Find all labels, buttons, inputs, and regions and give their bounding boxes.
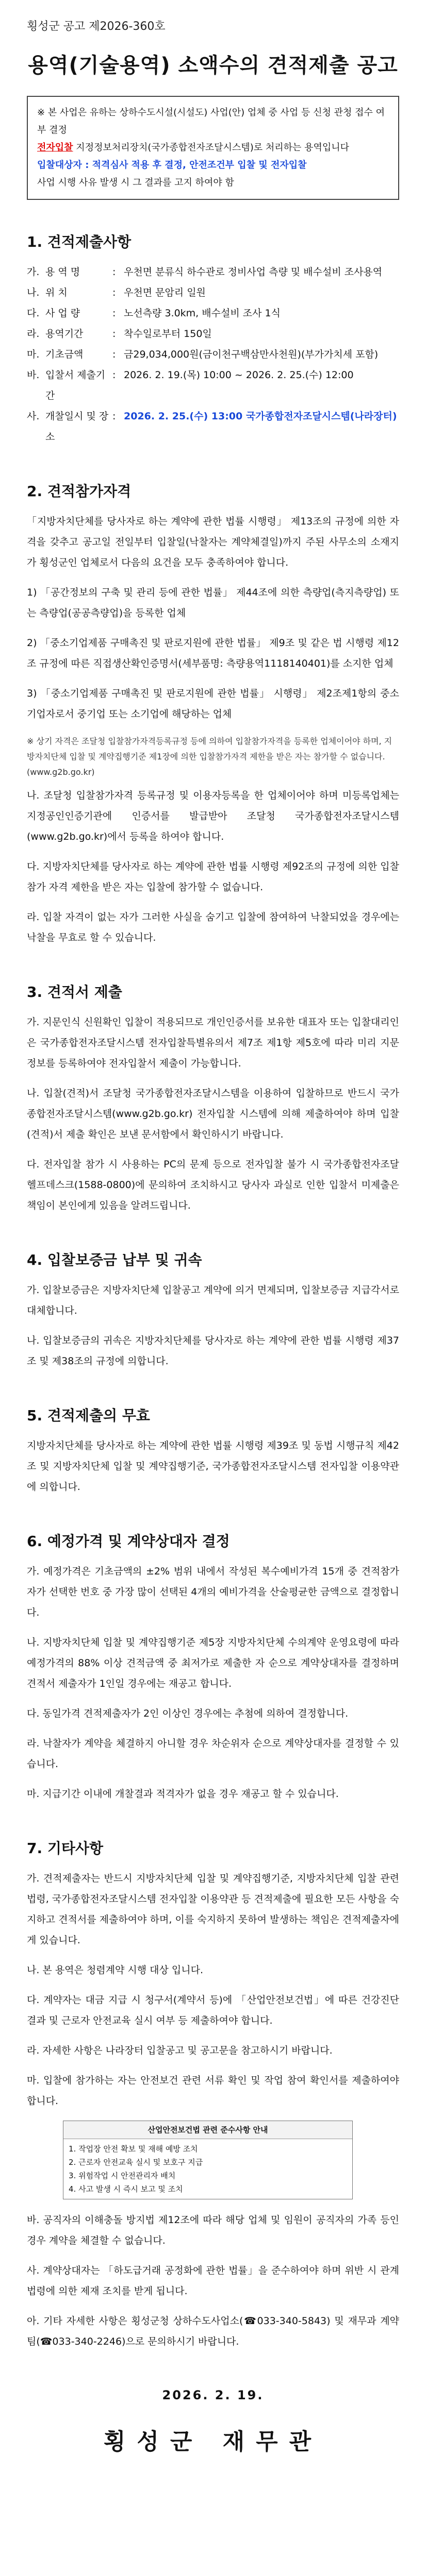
section-price-decision [27,1530,399,1804]
paragraph: 「지방자치단체를 당사자로 하는 계약에 관한 법률 시행령」 제13조의 규정에 의한 자격을 갖추고 공고일 전일부터 입찰일(낙찰자는 계약체결일)까지 주된 사무소의 소재지가 횡성군인 업체로서 다음의 요건을 모두 충족하여야 합니다. [27,516,399,568]
paragraph: 다. 동일가격 견적제출자가 2인 이상인 경우에는 추첨에 의하여 결정합니다. [27,1708,349,1719]
paragraph: 바. 공직자의 이해충돌 방지법 제12조에 따라 해당 업체 및 임원이 공직자의 가족 등인 경우 계약을 체결할 수 없습니다. [27,2214,399,2246]
info-row: 사. 개찰일시 및 장소 : 2026. 2. 25.(수) 13:00 국가종합전자조달시스템(나라장터) [27,411,397,443]
section-misc [27,1837,399,2352]
paragraph: 2) 「중소기업제품 구매촉진 및 판로지원에 관한 법률」 제9조 및 같은 법 시행령 제12조 규정에 따른 직접생산확인증명서(세부품명: 측량용역1118140401)를 소지한 업체 [27,637,399,669]
info-row: 가. 용 역 명 : 우천면 분류식 하수관로 정비사업 측량 및 배수설비 조사용역 [27,266,383,278]
summary-line-4: 사업 시행 사유 발생 시 그 결과를 고지 하여야 함 [37,177,234,188]
section-heading: 5. 견적제출의 무효 [27,1407,150,1424]
paragraph: 가. 예정가격은 기초금액의 ±2% 범위 내에서 작성된 복수예비가격 15개 중 견적참가자가 선택한 번호 중 가장 많이 선택된 4개의 예비가격을 산술평균한 금액으로 결정합니다. [27,1566,399,1618]
paragraph: 나. 본 용역은 청렴계약 시행 대상 입니다. [27,1964,203,1976]
section-heading: 4. 입찰보증금 납부 및 귀속 [27,1251,202,1268]
paragraph: 나. 조달청 입찰참가자격 등록규정 및 이용자등록을 한 업체이어야 하며 미등록업체는 지정공인인증기관에 인증서를 발급받아 조달청 국가종합전자조달시스템(www.g2b.go.kr)에서 등록을 하여야 합니다. [27,790,399,842]
paragraph: 나. 입찰보증금의 귀속은 지방자치단체를 당사자로 하는 계약에 관한 법률 시행령 제37조 및 제38조의 규정에 의합니다. [27,1335,399,1367]
section-heading: 7. 기타사항 [27,1840,104,1857]
section-heading: 3. 견적서 제출 [27,984,122,1001]
footnote: ※ 상기 자격은 조달청 입찰참가자격등록규정 등에 의하여 입찰참가자격을 등록한 업체이어야 하며, 지방자치단체 입찰 및 계약집행기준 제1장에 의한 입찰참가자격 제한을 받은 자는 참가할 수 없습니다. (www.g2b.go.kr) [27,736,392,777]
paragraph: 라. 낙찰자가 계약을 체결하지 아니할 경우 차순위자 순으로 계약상대자를 결정할 수 있습니다. [27,1738,399,1770]
info-row: 다. 사 업 량 : 노선측량 3.0km, 배수설비 조사 1식 [27,308,281,319]
paragraph: 가. 지문인식 신원확인 입찰이 적용되므로 개인인증서를 보유한 대표자 또는 입찰대리인은 국가종합전자조달시스템 전자입찰특별유의서 제7조 제1항 제5호에 따라 미리 지문정보를 등록하여야 전자입찰서 제출이 가능합니다. [27,1016,399,1069]
info-row: 라. 용역기간 : 착수일로부터 150일 [27,328,212,340]
paragraph: 나. 지방자치단체 입찰 및 계약집행기준 제5장 지방자치단체 수의계약 운영요령에 따라 예정가격의 88% 이상 견적금액 중 최저가로 제출한 자 순으로 계약상대자를 결정하며 견적서 제출자가 1인일 경우에는 재공고 합니다. [27,1637,399,1689]
table-header: 산업안전보건법 관련 준수사항 안내 [63,2121,352,2139]
section-heading: 6. 예정가격 및 계약상대자 결정 [27,1533,230,1550]
section-deposit [27,1249,399,1371]
section-eligibility [27,480,399,948]
issuer-name: 횡성군 재무관 [103,2429,323,2455]
notice-date: 2026. 2. 19. [162,2388,264,2402]
info-row: 마. 기초금액 : 금29,034,000원(금이천구백삼만사천원)(부가가치세 포함) [27,349,379,360]
safety-notice-table [63,2121,353,2199]
section-bid-info [27,231,399,447]
table-body: 1. 작업장 안전 확보 및 재해 예방 조치 2. 근로자 안전교육 실시 및 보호구 지급 3. 위험작업 시 안전관리자 배치 4. 사고 발생 시 즉시 보고 및 조치 [69,2144,203,2194]
summary-line-1: ※ 본 사업은 유하는 상하수도시설(시설도) 사업(안) 업체 중 사업 등 신청 관청 접수 여부 결정 [37,107,385,135]
section-heading: 1. 견적제출사항 [27,233,132,250]
section-invalidity [27,1404,399,1497]
summary-line-3: 입찰대상자 : 적격심사 적용 후 결정, 안전조건부 입찰 및 전자입찰 [37,160,307,171]
paragraph: 마. 지급기간 이내에 개찰결과 적격자가 없을 경우 재공고 할 수 있습니다. [27,1788,339,1800]
paragraph: 지방자치단체를 당사자로 하는 계약에 관한 법률 시행령 제39조 및 동법 시행규칙 제42조 및 지방자치단체 입찰 및 계약집행기준, 국가종합전자조달시스템 전자입찰 이용약관에 의합니다. [27,1440,399,1493]
paragraph: 라. 자세한 사항은 나라장터 입찰공고 및 공고문을 참고하시기 바랍니다. [27,2045,333,2056]
paragraph: 라. 입찰 자격이 없는 자가 그러한 사실을 숨기고 입찰에 참여하여 낙찰되었을 경우에는 낙찰을 무효로 할 수 있습니다. [27,911,399,943]
paragraph: 3) 「중소기업제품 구매촉진 및 판로지원에 관한 법률」 시행령」 제2조제1항의 중소기업자로서 중기업 또는 소기업에 해당하는 업체 [27,688,399,720]
paragraph: 다. 전자입찰 참가 시 사용하는 PC의 문제 등으로 전자입찰 불가 시 국가종합전자조달 헬프데스크(1588-0800)에 문의하여 조치하시고 당사자 과실로 인한 입찰서 미제출은 책임이 본인에게 있음을 알려드립니다. [27,1159,399,1211]
paragraph: 아. 기타 자세한 사항은 횡성군청 상하수도사업소(☎033-340-5843) 및 재무과 계약팀(☎033-340-2246)으로 문의하시기 바랍니다. [27,2315,399,2347]
paragraph: 마. 입찰에 참가하는 자는 안전보건 관련 서류 확인 및 작업 참여 확인서를 제출하여야 합니다. [27,2075,399,2107]
paragraph: 다. 계약자는 대금 지급 시 청구서(계약서 등)에 「산업안전보건법」에 따른 건강진단 결과 및 근로자 안전교육 실시 여부 등 제출하여야 합니다. [27,1994,399,2026]
paragraph: 사. 계약상대자는 「하도급거래 공정화에 관한 법률」을 준수하여야 하며 위반 시 관계법령에 의한 제재 조치를 받게 됩니다. [27,2265,399,2297]
info-row: 나. 위 치 : 우천면 문암리 일원 [27,287,206,298]
summary-box [27,96,399,200]
paragraph: 1) 「공간정보의 구축 및 관리 등에 관한 법률」 제44조에 의한 측량업(측지측량업) 또는 측량업(공공측량업)을 등록한 업체 [27,587,399,619]
page-title: 용역(기술용역) 소액수의 견적제출 공고 [28,54,398,77]
paragraph: 나. 입찰(견적)서 조달청 국가종합전자조달시스템을 이용하여 입찰하므로 반드시 국가종합전자조달시스템(www.g2b.go.kr) 전자입찰 시스템에 의해 제출하여야 하며 입찰(견적)서 제출 확인은 보낸 문서함에서 확인하시기 바랍니다. [27,1088,399,1140]
paragraph: 가. 견적제출자는 반드시 지방자치단체 입찰 및 계약집행기준, 지방자치단체 입찰 관련 법령, 국가종합전자조달시스템 전자입찰 이용약관 등 견적제출에 필요한 모든 사항을 숙지하고 견적서를 제출하여야 하며, 이를 숙지하지 못하여 발생하는 책임은 견적제출자에게 있습니다. [27,1873,399,1946]
paragraph: 다. 지방자치단체를 당사자로 하는 계약에 관한 법률 시행령 제92조의 규정에 의한 입찰 참가 자격 제한을 받은 자는 입찰에 참가할 수 없습니다. [27,861,399,893]
notice-number: 횡성군 공고 제2026-360호 [27,20,166,33]
info-row: 바. 입찰서 제출기간 : 2026. 2. 19.(목) 10:00 ~ 2026. 2. 25.(수) 12:00 [27,369,354,401]
paragraph: 가. 입찰보증금은 지방자치단체 입찰공고 계약에 의거 면제되며, 입찰보증금 지급각서로 대체합니다. [27,1284,399,1316]
section-heading: 2. 견적참가자격 [27,483,132,500]
summary-line-2: 전자입찰 지정정보처리장치(국가종합전자조달시스템)로 처리하는 용역입니다 [37,142,350,153]
section-submission [27,981,399,1216]
